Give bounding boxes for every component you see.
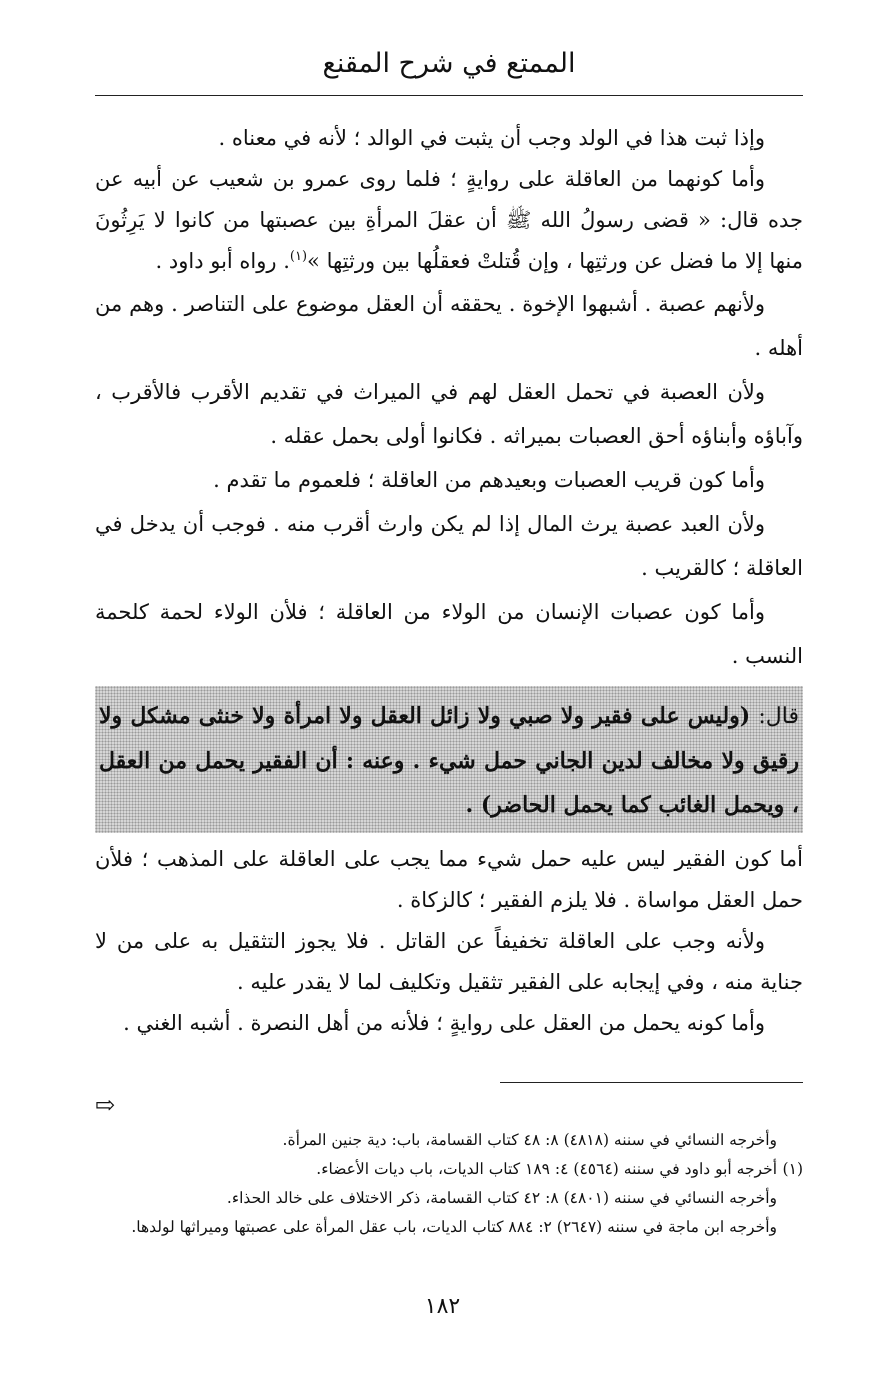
paragraph: وأما كونه يحمل من العقل على روايةٍ ؛ فلأنه من أهل النصرة . أشبه الغني .	[123, 1011, 765, 1035]
paragraph: وأما كون عصبات الإنسان من الولاء من العاقلة ؛ فلأن الولاء لحمة كلحمة النسب .	[95, 600, 803, 668]
footnote-line-numbered	[95, 1155, 803, 1184]
paragraph: ولأنهم عصبة . أشبهوا الإخوة . يحققه أن العقل موضوع على التناصر . وهم من أهله .	[95, 292, 803, 360]
paragraph: ولأنه وجب على العاقلة تخفيفاً عن القاتل . فلا يجوز التثقيل به على من لا جناية منه ، وفي إيجابه على الفقير تثقيل وتكليف لما لا يقدر عليه .	[95, 929, 803, 994]
continuation-arrow-icon: ⇨	[95, 1091, 116, 1119]
hadith-text: وأما كونهما من العاقلة على روايةٍ ؛ فلما روى عمرو بن شعيب عن أبيه عن جده قال: « قضى رسولُ الله ﷺ أن عقلَ المرأةِ بين عصبتها من كانوا لا يَرِثُونَ منها إلا ما فضل عن ورثتِها ، وإن قُتلتْ فعقلُها بين ورثتِها »	[95, 167, 803, 273]
footnote-number: (١)	[782, 1160, 803, 1178]
matn-block	[95, 686, 803, 833]
paragraph: ولأن العصبة في تحمل العقل لهم في الميراث في تقديم الأقرب فالأقرب ، وآباؤه وأبناؤه أحق العصبات بميراثه . فكانوا أولى بحمل عقله .	[95, 380, 803, 448]
running-title: الممتع في شرح المقنع	[322, 48, 576, 79]
main-text	[95, 118, 803, 1044]
footnote-text: أخرجه أبو داود في سننه (٤٥٦٤) ٤: ١٨٩ كتاب الديات، باب ديات الأعضاء.	[316, 1160, 777, 1178]
footnote-line: وأخرجه النسائي في سننه (٤٨٠١) ٨: ٤٢ كتاب القسامة، ذكر الاختلاف على خالد الحذاء.	[226, 1189, 777, 1207]
footnote-line: وأخرجه النسائي في سننه (٤٨١٨) ٨: ٤٨ كتاب القسامة، باب: دية جنين المرأة.	[282, 1131, 777, 1149]
hadith-source: . رواه أبو داود .	[155, 249, 290, 273]
footnotes	[95, 1126, 803, 1242]
paragraph: ولأن العبد عصبة يرث المال إذا لم يكن وارث أقرب منه . فوجب أن يدخل في العاقلة ؛ كالقريب .	[95, 512, 803, 580]
footnote-line: وأخرجه ابن ماجة في سننه (٢٦٤٧) ٢: ٨٨٤ كتاب الديات، باب عقل المرأة على عصبتها وميراثها لولدها.	[131, 1218, 777, 1236]
matn-text: (وليس على فقير ولا صبي ولا زائل العقل ولا امرأة ولا خنثى مشكل ولا رقيق ولا مخالف لدين الجاني حمل شيء . وعنه : أن الفقير يحمل من العقل ، ويحمل الغائب كما يحمل الحاضر) .	[99, 703, 799, 818]
header-rule	[95, 95, 803, 96]
matn-lead: قال:	[758, 704, 799, 729]
hadith-paragraph	[95, 159, 803, 282]
footnote-marker[interactable]: (١)	[289, 249, 308, 264]
paragraph: أما كون الفقير ليس عليه حمل شيء مما يجب على العاقلة على المذهب ؛ فلأن حمل العقل مواساة . فلا يلزم الفقير ؛ كالزكاة .	[95, 847, 803, 912]
paragraph: وإذا ثبت هذا في الولد وجب أن يثبت في الوالد ؛ لأنه في معناه .	[218, 126, 765, 150]
paragraph: وأما كون قريب العصبات وبعيدهم من العاقلة ؛ فلعموم ما تقدم .	[213, 468, 765, 492]
page-number: ١٨٢	[424, 1294, 461, 1319]
footnote-rule	[500, 1082, 803, 1083]
